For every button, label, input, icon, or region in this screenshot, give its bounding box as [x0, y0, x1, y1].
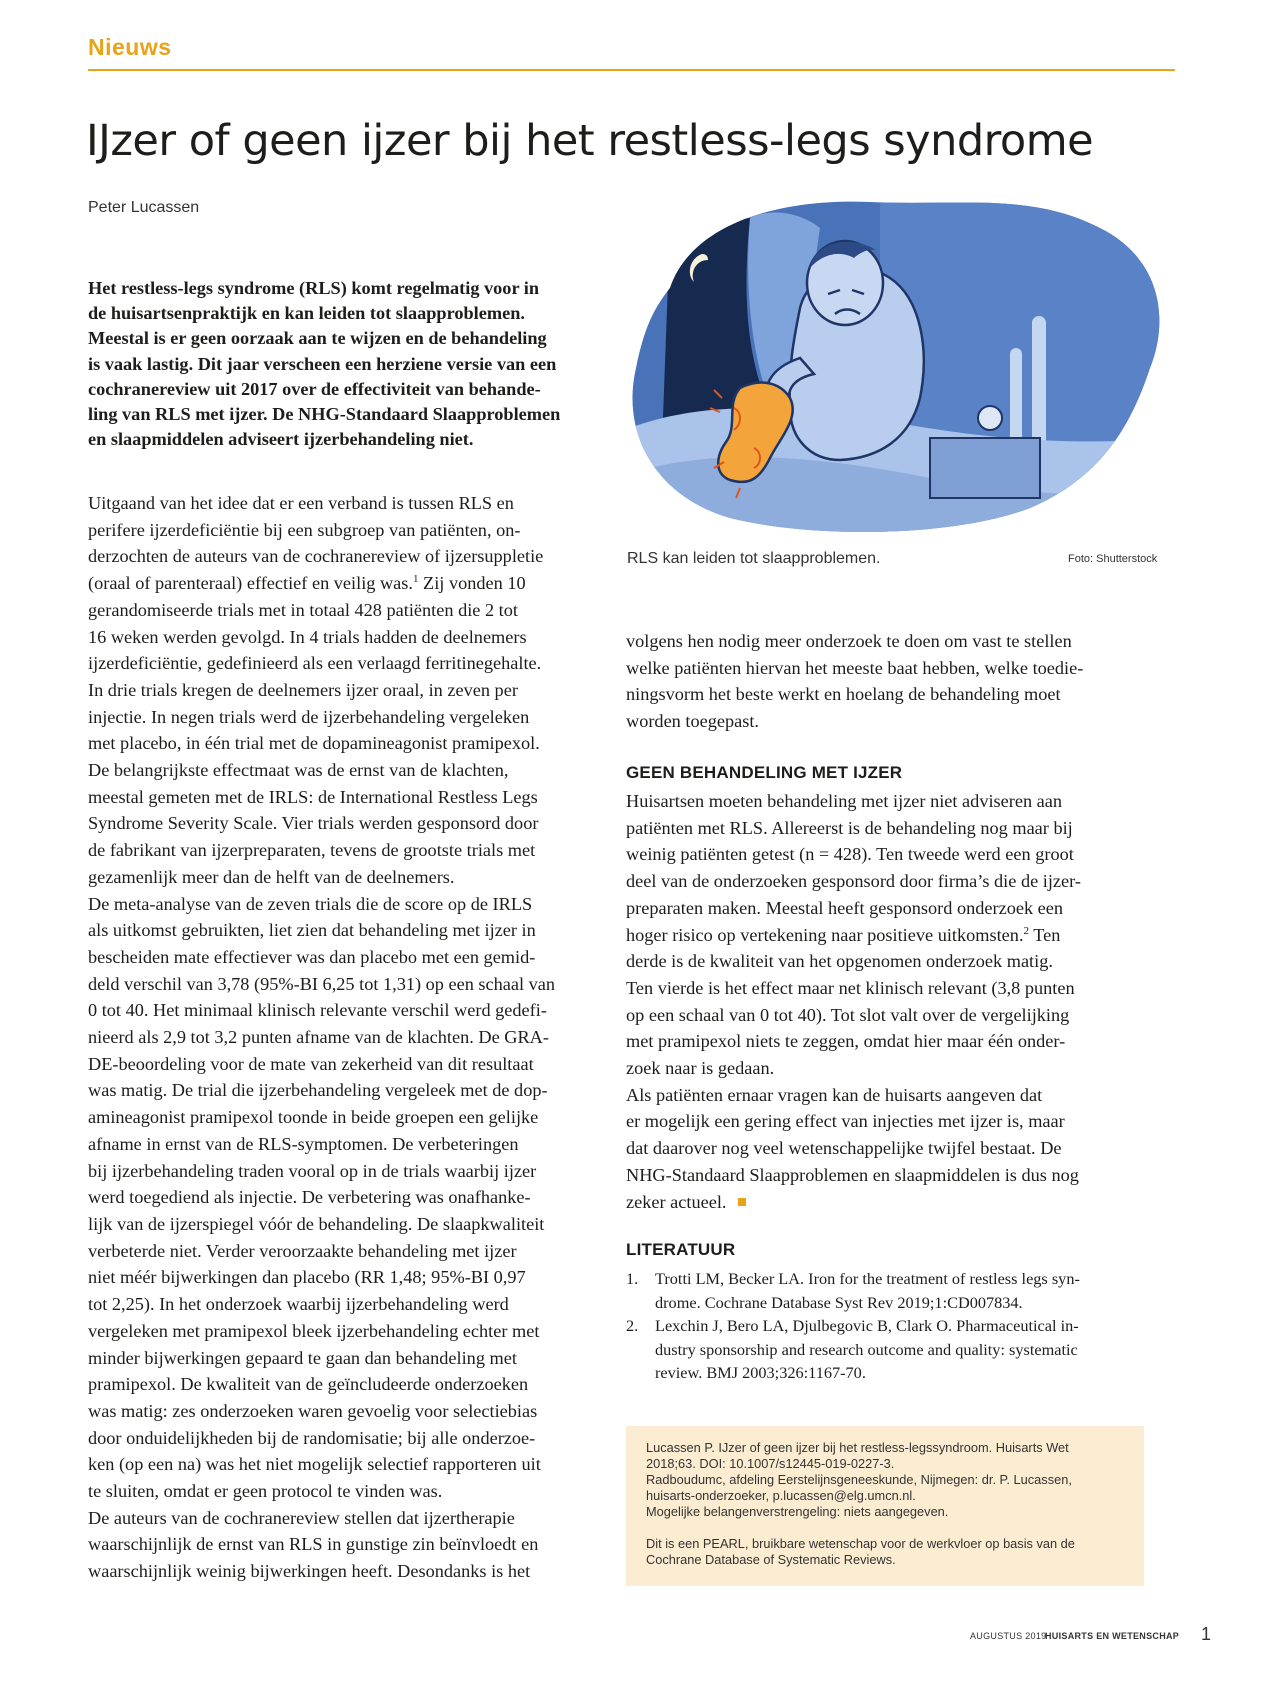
citation-line: Lucassen P. IJzer of geen ijzer bij het restless-legssyndroom. Huisarts Wet: [646, 1440, 1069, 1455]
reference-marker: 2: [1023, 924, 1030, 937]
body-line: [626, 1189, 1081, 1216]
body-line: volgens hen nodig meer onderzoek te doen om vast te stellen: [626, 631, 1072, 651]
body-text: zeker actueel.: [626, 1191, 727, 1212]
body-line: afname in ernst van de RLS-symptomen. De verbeteringen: [88, 1133, 519, 1154]
body-line: pramipexol. De kwaliteit van de geïncludeerde onderzoeken: [88, 1374, 529, 1395]
body-line: derde is de kwaliteit van het opgenomen onderzoek matig.: [626, 951, 1053, 972]
body-text: hoger risico op vertekening naar positieve uitkomsten.: [626, 924, 1024, 945]
author-name: Peter Lucassen: [88, 199, 200, 216]
body-line: ijzerdeficiëntie, gedefinieerd als een verlaagd ferritinegehalte.: [88, 653, 542, 674]
body-line: werd toegediend als injectie. De verbetering was onafhanke-: [88, 1187, 531, 1208]
citation-box-text: [646, 1440, 1075, 1568]
reference-number: 1.: [626, 1269, 639, 1288]
reference-item: [626, 1267, 1080, 1314]
spacer: [646, 1520, 1075, 1536]
article-title: IJzer of geen ijzer bij het restless-legs syndrome: [86, 116, 1094, 166]
reference-number: 2.: [626, 1316, 639, 1335]
body-line: 16 weken werden gevolgd. In 4 trials hadden de deelnemers: [88, 626, 527, 647]
lead-line: de huisartsenpraktijk en kan leiden tot slaapproblemen.: [88, 303, 525, 324]
reference-line: review. BMJ 2003;326:1167-70.: [655, 1363, 866, 1382]
body-line: gezamenlijk meer dan de helft van de deelnemers.: [88, 866, 455, 887]
body-line: er mogelijk een gering effect van injecties met ijzer is, maar: [626, 1111, 1065, 1132]
body-text: Zij vonden 10: [418, 573, 526, 594]
reference-item: [626, 1314, 1080, 1385]
body-line: was matig: zes onderzoeken waren gevoelig voor selectiebias: [88, 1400, 538, 1421]
body-line: op een schaal van 0 tot 40). Tot slot valt over de vergelijking: [626, 1004, 1070, 1025]
lead-line: cochranereview uit 2017 over de effectiviteit van behande-: [88, 378, 541, 399]
reference-line: Lexchin J, Bero LA, Djulbegovic B, Clark O. Pharmaceutical in-: [655, 1316, 1079, 1335]
body-line: welke patiënten hiervan het meeste baat hebben, welke toedie-: [626, 657, 1084, 678]
citation-line: Mogelijke belangenverstrengeling: niets aangegeven.: [646, 1504, 949, 1519]
body-line: gerandomiseerde trials met in totaal 428 patiënten die 2 tot: [88, 599, 518, 620]
citation-line: 2018;63. DOI: 10.1007/s12445-019-0227-3.: [646, 1456, 895, 1471]
body-text: Ten: [1029, 924, 1061, 945]
body-line: Uitgaand van het idee dat er een verband is tussen RLS en: [88, 493, 514, 513]
body-line: weinig patiënten getest (n = 428). Ten tweede werd een groot: [626, 844, 1074, 865]
page-number: 1: [1201, 1624, 1212, 1644]
body-line: deld verschil van 3,78 (95%-BI 6,25 tot 1,31) op een schaal van: [88, 973, 556, 994]
citation-line: Radboudumc, afdeling Eerstelijnsgeneeskunde, Nijmegen: dr. P. Lucassen,: [646, 1472, 1072, 1487]
body-line: [626, 922, 1081, 949]
body-line: Syndrome Severity Scale. Vier trials werden gesponsord door: [88, 813, 539, 834]
body-line: 0 tot 40. Het minimaal klinisch relevante verschil werd gedefi-: [88, 1000, 547, 1021]
body-line: In drie trials kregen de deelnemers ijzer oraal, in zeven per: [88, 679, 518, 700]
body-line: ningsvorm het beste werkt en hoelang de behandeling moet: [626, 684, 1061, 705]
body-line: NHG-Standaard Slaapproblemen en slaapmiddelen is dus nog: [626, 1164, 1079, 1185]
footer-journal: HUISARTS EN WETENSCHAP: [1045, 1631, 1180, 1641]
body-line: als uitkomst gebruikten, liet zien dat behandeling met ijzer in: [88, 920, 536, 941]
body-line: De meta-analyse van de zeven trials die de score op de IRLS: [88, 893, 533, 914]
body-line: de fabrikant van ijzerpreparaten, tevens de grootste trials met: [88, 840, 536, 861]
body-line: patiënten met RLS. Allereerst is de behandeling nog maar bij: [626, 817, 1073, 838]
body-line: meestal gemeten met de IRLS: de International Restless Legs: [88, 786, 538, 807]
reference-list: [626, 1267, 1080, 1385]
lead-line: Meestal is er geen oorzaak aan te wijzen en de behandeling: [88, 328, 547, 349]
body-line: amineagonist pramipexol toonde in beide groepen een gelijke: [88, 1107, 539, 1128]
lead-paragraph: [88, 276, 593, 452]
body-line: minder bijwerkingen gepaard te gaan dan behandeling met: [88, 1347, 517, 1368]
body-line: zoek naar is gedaan.: [626, 1058, 775, 1079]
body-line: preparaten maken. Meestal heeft gesponsord onderzoek een: [626, 897, 1064, 918]
figure-caption: RLS kan leiden tot slaapproblemen.: [627, 550, 881, 567]
body-line: was matig. De trial die ijzerbehandeling vergeleek met de dop-: [88, 1080, 548, 1101]
header-rule: [88, 69, 1175, 71]
body-column-1: [88, 490, 608, 1585]
body-line: lijk van de ijzerspiegel vóór de behandeling. De slaapkwaliteit: [88, 1213, 545, 1234]
body-line: niet méér bijwerkingen dan placebo (RR 1,48; 95%-BI 0,97: [88, 1267, 526, 1288]
body-line: tot 2,25). In het onderzoek waarbij ijzerbehandeling werd: [88, 1294, 509, 1315]
body-line: Huisartsen moeten behandeling met ijzer niet adviseren aan: [626, 791, 1063, 811]
body-line: Ten vierde is het effect maar net klinisch relevant (3,8 punten: [626, 977, 1075, 998]
body-column-2-bottom: [626, 788, 1081, 1215]
lead-line: en slaapmiddelen adviseert ijzerbehandeling niet.: [88, 429, 474, 450]
body-line: ken (op een na) was het niet mogelijk selectief rapporteren uit: [88, 1454, 541, 1475]
body-column-2-top: [626, 628, 1146, 735]
reference-marker: 1: [412, 573, 419, 586]
body-line: derzochten de auteurs van de cochranereview of ijzersuppletie: [88, 546, 544, 567]
body-line: De auteurs van de cochranereview stellen dat ijzertherapie: [88, 1507, 515, 1528]
body-line: verbeterde niet. Verder veroorzaakte behandeling met ijzer: [88, 1240, 517, 1261]
body-line: waarschijnlijk weinig bijwerkingen heeft. Desondanks is het: [88, 1561, 531, 1582]
body-line: [88, 570, 608, 597]
body-line: deel van de onderzoeken gesponsord door firma’s die de ijzer-: [626, 871, 1081, 892]
section-heading-literatuur: LITERATUUR: [626, 1240, 736, 1259]
reference-line: dustry sponsorship and research outcome and quality: systematic: [655, 1339, 1078, 1359]
body-line: DE-beoordeling voor de mate van zekerheid van dit resultaat: [88, 1053, 534, 1074]
body-line: waarschijnlijk de ernst van RLS in gunstige zin beïnvloedt en: [88, 1534, 539, 1555]
body-line: De belangrijkste effectmaat was de ernst van de klachten,: [88, 760, 509, 781]
body-line: met pramipexol niets te zeggen, omdat hier maar één onder-: [626, 1031, 1066, 1052]
body-line: nieerd als 2,9 tot 3,2 punten afname van de klachten. De GRA-: [88, 1027, 549, 1048]
photo-credit: Foto: Shutterstock: [1068, 553, 1158, 565]
section-heading-geen-behandeling: GEEN BEHANDELING MET IJZER: [626, 763, 903, 782]
body-line: vergeleken met pramipexol bleek ijzerbehandeling echter met: [88, 1320, 540, 1341]
citation-note-line: Dit is een PEARL, bruikbare wetenschap voor de werkvloer op basis van de: [646, 1536, 1075, 1551]
lead-line: ling van RLS met ijzer. De NHG-Standaard Slaapproblemen: [88, 404, 561, 425]
reference-line: Trotti LM, Becker LA. Iron for the treatment of restless legs syn-: [655, 1269, 1080, 1288]
body-line: met placebo, in één trial met de dopamineagonist pramipexol.: [88, 733, 540, 754]
body-line: door onduidelijkheden bij de randomisatie; bij alle onderzoe-: [88, 1427, 536, 1448]
footer-date: AUGUSTUS 2019: [970, 1631, 1047, 1641]
body-line: injectie. In negen trials werd de ijzerbehandeling vergeleken: [88, 706, 530, 727]
reference-line: drome. Cochrane Database Syst Rev 2019;1:CD007834.: [655, 1292, 1023, 1312]
lead-line: Het restless-legs syndrome (RLS) komt regelmatig voor in: [88, 278, 540, 298]
rls-illustration: [630, 198, 1170, 534]
body-text: (oraal of parenteraal) effectief en veilig was.: [88, 573, 413, 594]
body-line: te sluiten, omdat er geen protocol te vinden was.: [88, 1481, 443, 1502]
section-label: Nieuws: [88, 34, 172, 60]
body-line: dat daarover nog veel wetenschappelijke twijfel bestaat. De: [626, 1138, 1062, 1159]
body-line: worden toegepast.: [626, 711, 760, 732]
body-line: Als patiënten ernaar vragen kan de huisarts aangeven dat: [626, 1084, 1043, 1105]
citation-line: huisarts-onderzoeker, p.lucassen@elg.umcn.nl.: [646, 1488, 916, 1503]
body-line: bescheiden mate effectiever was dan placebo met een gemid-: [88, 946, 536, 967]
citation-note-line: Cochrane Database of Systematic Reviews.: [646, 1552, 896, 1567]
lead-line: is vaak lastig. Dit jaar verscheen een herziene versie van een: [88, 353, 557, 374]
body-line: bij ijzerbehandeling traden vooral op in de trials waarbij ijzer: [88, 1160, 537, 1181]
end-of-article-mark: [738, 1198, 746, 1206]
body-line: perifere ijzerdeficiëntie bij een subgroep van patiënten, on-: [88, 519, 521, 540]
